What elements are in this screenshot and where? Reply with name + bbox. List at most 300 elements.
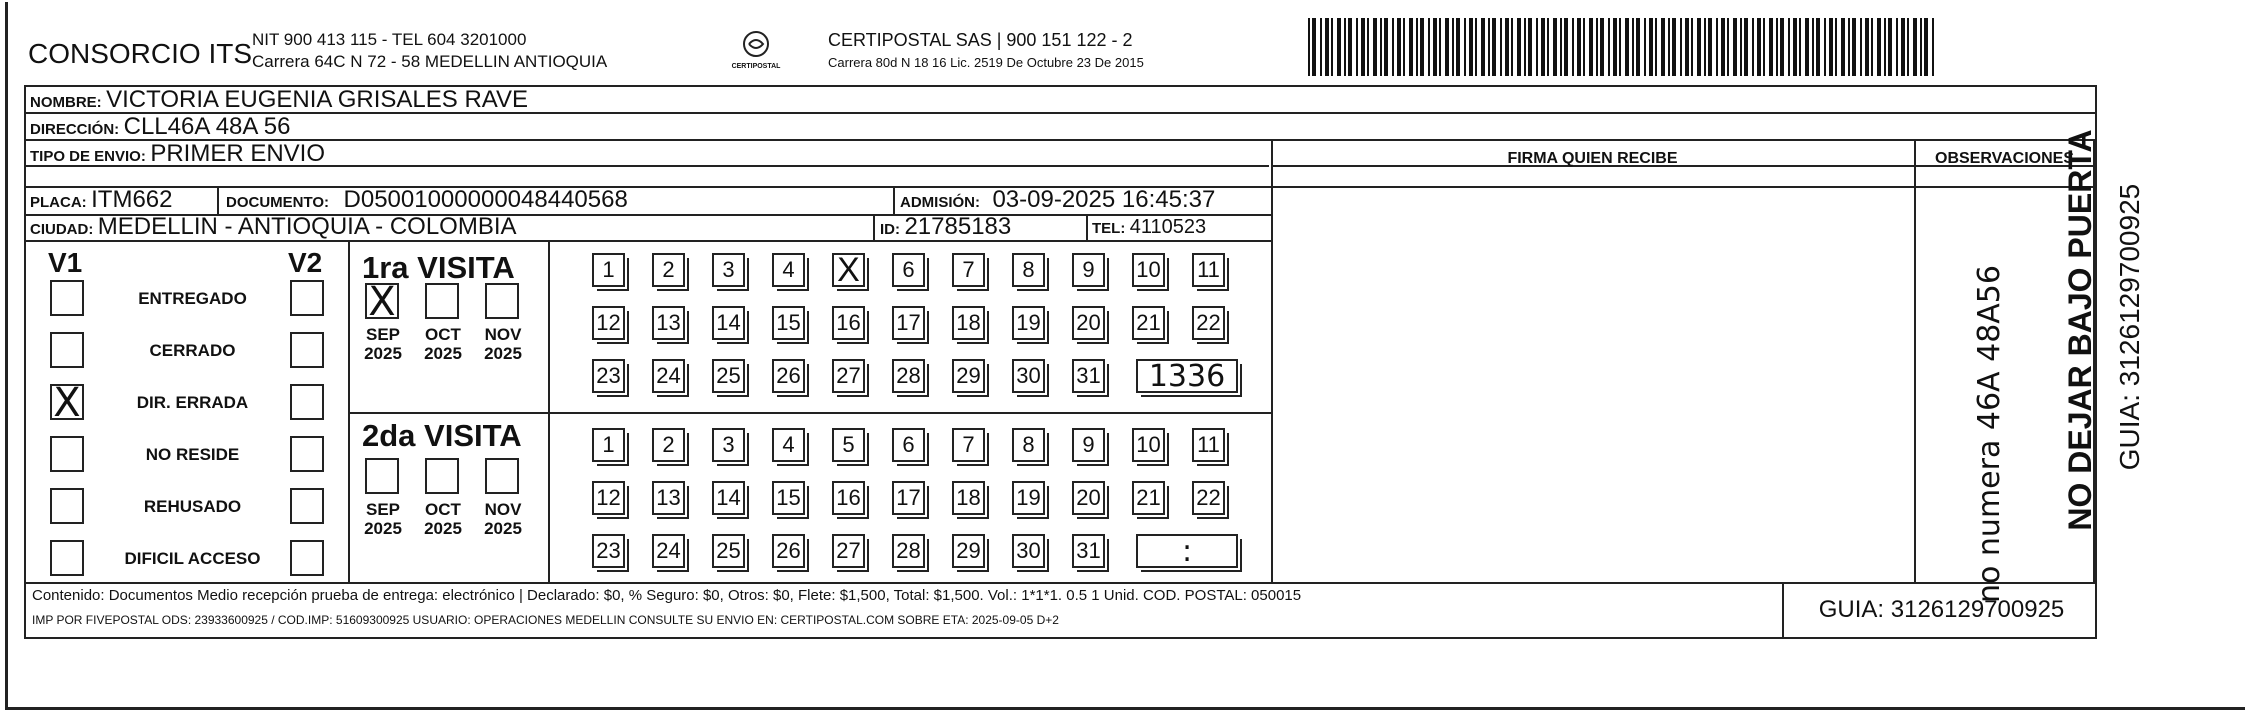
month-label: OCT	[425, 325, 461, 344]
day-box[interactable]	[712, 481, 745, 515]
day-number: 9	[1082, 432, 1095, 457]
id-label: ID:	[880, 221, 900, 238]
barcode-bar	[1553, 18, 1557, 76]
v1-checkbox[interactable]	[50, 436, 84, 472]
day-box[interactable]	[832, 428, 865, 462]
barcode-bar	[1920, 18, 1922, 76]
barcode-bar	[1348, 18, 1352, 76]
barcode-bar	[1433, 18, 1437, 76]
day-box[interactable]	[1072, 481, 1105, 515]
day-box[interactable]	[1012, 253, 1045, 287]
day-number: 26	[776, 538, 801, 563]
barcode-bar	[1505, 18, 1509, 76]
barcode-bar	[1403, 18, 1405, 76]
day-box[interactable]	[1012, 306, 1045, 340]
certipostal-logo	[725, 30, 787, 74]
admision-label: ADMISIÓN:	[900, 194, 980, 211]
v2-checkbox[interactable]	[290, 488, 324, 524]
barcode-bar	[1492, 18, 1496, 76]
v2-checkbox[interactable]	[290, 332, 324, 368]
day-box[interactable]	[1192, 306, 1225, 340]
day-number: 23	[596, 363, 621, 388]
documento-field	[226, 186, 628, 214]
barcode-bar	[1528, 18, 1532, 76]
carrier-name: CERTIPOSTAL SAS | 900 151 122 - 2	[828, 30, 1133, 50]
day-number: 10	[1136, 257, 1161, 282]
day-number: 16	[836, 310, 861, 335]
barcode-bar	[1793, 18, 1797, 76]
month-label: SEP	[365, 500, 401, 519]
day-number: 20	[1076, 485, 1101, 510]
barcode-bar	[1888, 18, 1892, 76]
footer-imp-line: IMP POR FIVEPOSTAL ODS: 23933600925 / COD.IMP: 51609300925 USUARIO: OPERACIONES MEDELLIN CONSULTE SU ENVIO EN: CERTIPOSTAL.COM SOBRE ETA: 2025-09-05 D+2	[32, 613, 1059, 627]
day-box[interactable]	[712, 428, 745, 462]
day-number: 7	[962, 432, 975, 457]
day-number: 22	[1196, 310, 1221, 335]
month-label: OCT	[425, 500, 461, 519]
month-year: 2025	[364, 519, 402, 538]
day-box[interactable]	[592, 253, 625, 287]
barcode-bar	[1625, 18, 1629, 76]
day-box[interactable]	[1072, 359, 1105, 393]
day-box[interactable]	[952, 306, 985, 340]
day-number: 31	[1076, 363, 1101, 388]
observaciones-header: OBSERVACIONES	[1935, 150, 2074, 167]
barcode-bar	[1865, 18, 1869, 76]
logo-emblem-icon	[741, 30, 771, 58]
day-number: 15	[776, 485, 801, 510]
direccion-row	[30, 113, 290, 141]
status-option-label: ENTREGADO	[138, 289, 247, 308]
barcode-bar	[1380, 18, 1382, 76]
day-number: 24	[656, 363, 681, 388]
barcode-bar	[1924, 18, 1928, 76]
day-box[interactable]	[1132, 306, 1165, 340]
day-number: 28	[896, 538, 921, 563]
day-number: 25	[716, 363, 741, 388]
day-box[interactable]	[1132, 253, 1165, 287]
barcode-bar	[1308, 18, 1310, 76]
barcode-bar	[1763, 18, 1765, 76]
day-box[interactable]	[652, 306, 685, 340]
day-box[interactable]	[1192, 253, 1225, 287]
barcode-bar	[1536, 18, 1538, 76]
company-nit: NIT 900 413 115 - TEL 604 3201000	[252, 30, 527, 49]
day-number: 11	[1197, 257, 1220, 282]
day-box[interactable]	[952, 534, 985, 568]
month-checkbox[interactable]	[425, 283, 459, 319]
status-option-label: CERRADO	[149, 341, 236, 360]
day-box[interactable]	[1192, 428, 1225, 462]
barcode-bar	[1877, 18, 1881, 76]
day-number: 21	[1136, 310, 1161, 335]
day-number: 18	[956, 310, 981, 335]
barcode-bar	[1896, 18, 1898, 76]
day-number: 27	[836, 538, 861, 563]
time-box[interactable]	[1136, 359, 1238, 393]
day-box[interactable]	[652, 253, 685, 287]
barcode-bar	[1776, 18, 1778, 76]
tipo-envio-row	[30, 140, 325, 168]
col-divider	[217, 186, 219, 214]
barcode-bar	[1824, 18, 1826, 76]
barcode-bar	[1456, 18, 1460, 76]
barcode-bar	[1325, 18, 1329, 76]
status-option-label: DIFICIL ACCESO	[124, 549, 261, 568]
row-divider	[24, 582, 2097, 584]
row-divider	[24, 139, 2097, 141]
col-divider	[1086, 214, 1088, 240]
barcode-bar	[1608, 18, 1610, 76]
day-number: 18	[956, 485, 981, 510]
day-number: 12	[596, 310, 621, 335]
day-number: 25	[716, 538, 741, 563]
day-box[interactable]	[712, 534, 745, 568]
day-box[interactable]	[952, 481, 985, 515]
barcode-bar	[1860, 18, 1862, 76]
month-label: SEP	[365, 325, 401, 344]
day-box[interactable]	[1072, 534, 1105, 568]
v2-checkbox[interactable]	[290, 436, 324, 472]
day-number: 29	[956, 363, 981, 388]
barcode-bar	[1564, 18, 1568, 76]
day-number: 29	[956, 538, 981, 563]
barcode-bar	[1649, 18, 1653, 76]
barcode-bar	[1644, 18, 1646, 76]
day-box[interactable]	[952, 428, 985, 462]
barcode-bar	[1829, 18, 1833, 76]
day-box[interactable]	[592, 481, 625, 515]
day-number: 23	[596, 538, 621, 563]
barcode-bar	[1547, 18, 1549, 76]
barcode-bar	[1464, 18, 1466, 76]
v1-checkbox[interactable]	[50, 488, 84, 524]
barcode-bar	[1416, 18, 1418, 76]
day-box[interactable]	[1192, 481, 1225, 515]
day-number: 17	[896, 485, 921, 510]
barcode-bar	[1613, 18, 1617, 76]
day-box[interactable]	[1132, 428, 1165, 462]
day-box[interactable]	[1072, 306, 1105, 340]
day-mark: X	[837, 250, 860, 289]
id-value: 21785183	[904, 213, 1012, 240]
day-number: 2	[662, 257, 675, 282]
tel-label: TEL:	[1092, 220, 1126, 237]
nombre-value: VICTORIA EUGENIA GRISALES RAVE	[106, 86, 529, 113]
nombre-row	[30, 86, 528, 114]
day-box[interactable]	[892, 306, 925, 340]
col-divider	[893, 186, 895, 214]
day-box[interactable]	[712, 306, 745, 340]
day-number: 1	[602, 432, 615, 457]
day-box[interactable]	[832, 534, 865, 568]
v2-checkbox[interactable]	[290, 540, 324, 576]
month-label: NOV	[484, 325, 522, 344]
day-box[interactable]	[712, 359, 745, 393]
day-number: 15	[776, 310, 801, 335]
col-divider	[1782, 582, 1784, 638]
barcode-bar	[1744, 18, 1748, 76]
v1-checkbox[interactable]	[50, 540, 84, 576]
month-checkbox[interactable]	[365, 458, 399, 494]
day-box[interactable]	[772, 534, 805, 568]
placa-field	[30, 186, 173, 214]
placa-value: ITM662	[91, 186, 173, 213]
firma-header: FIRMA QUIEN RECIBE	[1507, 150, 1678, 167]
footer-content-line: Contenido: Documentos Medio recepción prueba de entrega: electrónico | Declarado: $0, % Seguro: $0, Otros: $0, Flete: $1,500, Total: $1,500. Vol.: 1*1*1. 0.5 1 Unid. COD. POSTAL: 050015	[32, 587, 1302, 604]
barcode-bar	[1367, 18, 1369, 76]
day-number: 3	[722, 257, 735, 282]
day-box[interactable]	[892, 481, 925, 515]
barcode-bar	[1361, 18, 1365, 76]
ciudad-label: CIUDAD:	[30, 221, 94, 238]
barcode-bar	[1848, 18, 1850, 76]
tel-value: 4110523	[1129, 216, 1207, 238]
barcode-bar	[1697, 18, 1701, 76]
month-checkbox[interactable]	[425, 458, 459, 494]
barcode-bar	[1600, 18, 1604, 76]
day-number: 19	[1016, 485, 1041, 510]
documento-label: DOCUMENTO:	[226, 194, 330, 211]
visit2-title: 2da VISITA	[362, 418, 522, 453]
day-number: 6	[902, 432, 915, 457]
day-box[interactable]	[652, 481, 685, 515]
day-box[interactable]	[772, 481, 805, 515]
observacion-handwritten: no numera 46A 48A56	[1972, 265, 2007, 603]
day-number: 14	[716, 310, 741, 335]
direccion-label: DIRECCIÓN:	[30, 121, 120, 138]
month-checkbox[interactable]	[485, 458, 519, 494]
v1-checkbox[interactable]	[50, 280, 84, 316]
day-box[interactable]	[1132, 481, 1165, 515]
barcode-bar	[1572, 18, 1574, 76]
barcode-bar	[1392, 18, 1394, 76]
barcode-bar	[1661, 18, 1665, 76]
barcode-bar	[1439, 18, 1441, 76]
v1-checkbox[interactable]	[50, 380, 84, 426]
barcode-bar	[1511, 18, 1513, 76]
logo-text: CERTIPOSTAL	[731, 63, 781, 70]
barcode-bar	[1445, 18, 1449, 76]
day-number: 2	[662, 432, 675, 457]
day-box[interactable]	[832, 481, 865, 515]
col-divider	[873, 214, 875, 240]
time-box[interactable]	[1136, 534, 1238, 568]
barcode-bar	[1672, 18, 1676, 76]
carrier-address: Carrera 80d N 18 16 Lic. 2519 De Octubre 23 De 2015	[828, 55, 1144, 70]
barcode-bar	[1475, 18, 1477, 76]
barcode-bar	[1583, 18, 1585, 76]
check-mark: X	[53, 380, 81, 426]
day-number: 21	[1136, 485, 1161, 510]
day-number: 6	[902, 257, 915, 282]
day-number: 16	[836, 485, 861, 510]
barcode-bar	[1619, 18, 1621, 76]
barcode-bar	[1913, 18, 1917, 76]
barcode-bar	[1517, 18, 1521, 76]
barcode-bar	[1636, 18, 1640, 76]
main-form-frame	[24, 85, 2097, 639]
day-number: 3	[722, 432, 735, 457]
day-box[interactable]	[952, 359, 985, 393]
day-box[interactable]	[592, 359, 625, 393]
barcode-bar	[1577, 18, 1581, 76]
day-number: 8	[1022, 432, 1035, 457]
id-field	[880, 213, 1011, 241]
barcode-bar	[1500, 18, 1502, 76]
day-number: 30	[1016, 538, 1041, 563]
day-box[interactable]	[592, 534, 625, 568]
day-box[interactable]	[772, 359, 805, 393]
barcode-bar	[1589, 18, 1593, 76]
barcode-bar	[1708, 18, 1712, 76]
barcode-bar	[1488, 18, 1490, 76]
barcode-bar	[1727, 18, 1729, 76]
barcode-bar	[1733, 18, 1737, 76]
day-number: 28	[896, 363, 921, 388]
day-box[interactable]	[892, 428, 925, 462]
barcode-bar	[1721, 18, 1725, 76]
barcode-bar	[1428, 18, 1430, 76]
day-number: 13	[656, 485, 681, 510]
day-number: 10	[1136, 432, 1161, 457]
barcode-bar	[1481, 18, 1485, 76]
day-box[interactable]	[772, 253, 805, 287]
day-box[interactable]	[832, 359, 865, 393]
day-box[interactable]	[1012, 534, 1045, 568]
tel-field	[1092, 216, 1206, 239]
barcode-bar	[1356, 18, 1358, 76]
day-number: 13	[656, 310, 681, 335]
day-box[interactable]	[652, 428, 685, 462]
barcode-bar	[1596, 18, 1598, 76]
barcode-bar	[1560, 18, 1562, 76]
month-year: 2025	[484, 344, 522, 363]
placa-label: PLACA:	[30, 194, 87, 211]
col-divider	[1271, 139, 1273, 582]
time-value: :	[1181, 533, 1193, 569]
col-divider	[1914, 139, 1916, 582]
nombre-label: NOMBRE:	[30, 94, 102, 111]
barcode-bar	[1752, 18, 1754, 76]
day-number: 24	[656, 538, 681, 563]
barcode-bar	[1384, 18, 1388, 76]
month-checkbox[interactable]	[365, 279, 399, 325]
v1-checkbox[interactable]	[50, 332, 84, 368]
day-box[interactable]	[772, 306, 805, 340]
day-number: 7	[962, 257, 975, 282]
barcode-bar	[1769, 18, 1773, 76]
barcode-bar	[1901, 18, 1905, 76]
barcode-bar	[1320, 18, 1322, 76]
day-box[interactable]	[1072, 253, 1105, 287]
barcode-bar	[1452, 18, 1454, 76]
month-year: 2025	[364, 344, 402, 363]
time-value: 1336	[1148, 358, 1226, 394]
col-divider	[348, 240, 350, 582]
barcode-bar	[1691, 18, 1693, 76]
day-box[interactable]	[832, 306, 865, 340]
barcode-bar	[1344, 18, 1346, 76]
day-box[interactable]	[892, 253, 925, 287]
admision-value: 03-09-2025 16:45:37	[992, 186, 1216, 213]
day-box[interactable]	[1012, 428, 1045, 462]
barcode-bar	[1655, 18, 1657, 76]
month-year: 2025	[424, 344, 462, 363]
day-number: 22	[1196, 485, 1221, 510]
ciudad-value: MEDELLIN - ANTIOQUIA - COLOMBIA	[97, 213, 517, 240]
day-number: 17	[896, 310, 921, 335]
barcode-bar	[1757, 18, 1761, 76]
barcode-bar	[1884, 18, 1886, 76]
v2-checkbox[interactable]	[290, 384, 324, 420]
day-box[interactable]	[1012, 359, 1045, 393]
status-option-label: DIR. ERRADA	[136, 393, 249, 412]
day-box[interactable]	[772, 428, 805, 462]
month-year: 2025	[484, 519, 522, 538]
day-number: 4	[782, 432, 795, 457]
day-number: 26	[776, 363, 801, 388]
barcode-bar	[1541, 18, 1545, 76]
barcode	[1308, 18, 1940, 76]
check-mark: X	[368, 279, 396, 325]
barcode-bar	[1524, 18, 1526, 76]
day-box[interactable]	[892, 359, 925, 393]
day-number: 30	[1016, 363, 1041, 388]
admision-field	[900, 186, 1215, 214]
day-box[interactable]	[832, 250, 865, 289]
day-box[interactable]	[652, 359, 685, 393]
barcode-bar	[1420, 18, 1424, 76]
v2-checkbox[interactable]	[290, 280, 324, 316]
day-number: 5	[842, 432, 855, 457]
tipo-envio-label: TIPO DE ENVIO:	[30, 148, 146, 165]
barcode-bar	[1835, 18, 1837, 76]
v1-header: V1	[48, 247, 83, 278]
day-box[interactable]	[1072, 428, 1105, 462]
day-box[interactable]	[592, 306, 625, 340]
day-box[interactable]	[712, 253, 745, 287]
v2-header: V2	[288, 247, 323, 278]
barcode-bar	[1788, 18, 1790, 76]
day-box[interactable]	[952, 253, 985, 287]
month-checkbox[interactable]	[485, 283, 519, 319]
direccion-value: CLL46A 48A 56	[123, 113, 291, 140]
month-year: 2025	[424, 519, 462, 538]
barcode-bar	[1740, 18, 1742, 76]
day-box[interactable]	[592, 428, 625, 462]
day-box[interactable]	[1012, 481, 1045, 515]
barcode-bar	[1907, 18, 1909, 76]
barcode-bar	[1812, 18, 1814, 76]
day-number: 4	[782, 257, 795, 282]
day-number: 19	[1016, 310, 1041, 335]
barcode-bar	[1841, 18, 1845, 76]
day-number: 12	[596, 485, 621, 510]
barcode-bar	[1704, 18, 1706, 76]
company-name: CONSORCIO ITS	[28, 38, 253, 69]
side-warning: NO DEJAR BAJO PUERTA	[2062, 129, 2098, 531]
day-box[interactable]	[652, 534, 685, 568]
visit1-title: 1ra VISITA	[362, 250, 515, 285]
visit-divider	[348, 412, 1271, 414]
day-number: 1	[602, 257, 615, 282]
barcode-bar	[1799, 18, 1801, 76]
barcode-bar	[1373, 18, 1377, 76]
day-box[interactable]	[892, 534, 925, 568]
side-guia: GUIA: 3126129700925	[2114, 183, 2145, 471]
ciudad-field	[30, 213, 517, 241]
